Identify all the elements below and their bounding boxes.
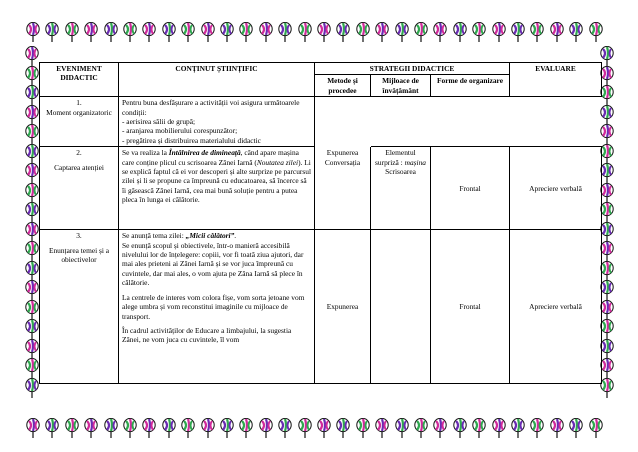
balloon-icon — [472, 418, 486, 439]
balloon-icon — [600, 339, 614, 360]
content-line: - aerisirea sălii de grupă; — [122, 117, 196, 127]
balloon-icon — [25, 261, 39, 282]
balloon-icon — [181, 418, 195, 439]
balloon-icon — [25, 144, 39, 165]
balloon-icon — [336, 418, 350, 439]
header-forme: Forme de organizare — [431, 75, 510, 97]
forme-cell: Frontal — [431, 230, 510, 384]
event-name: Captarea atenției — [54, 162, 104, 172]
balloon-icon — [600, 280, 614, 301]
balloon-icon — [278, 22, 292, 43]
event-number: 3. — [76, 231, 82, 241]
balloon-icon — [25, 300, 39, 321]
balloon-icon — [433, 22, 447, 43]
balloon-icon — [453, 22, 467, 43]
evaluare-cell: Apreciere verbală — [510, 230, 602, 384]
event-cell — [40, 97, 119, 147]
balloon-icon — [239, 418, 253, 439]
balloon-icon — [317, 22, 331, 43]
balloon-icon — [298, 418, 312, 439]
balloon-icon — [201, 418, 215, 439]
forme-cell: Frontal — [431, 147, 510, 230]
metode-cell: Expunerea Conversația — [315, 147, 371, 230]
balloon-icon — [25, 46, 39, 67]
balloon-icon — [84, 418, 98, 439]
balloon-icon — [65, 22, 79, 43]
balloon-icon — [25, 85, 39, 106]
balloon-icon — [25, 66, 39, 87]
balloon-icon — [492, 22, 506, 43]
balloon-icon — [569, 22, 583, 43]
balloon-icon — [25, 358, 39, 379]
balloon-icon — [162, 418, 176, 439]
balloon-icon — [25, 319, 39, 340]
balloon-icon — [600, 300, 614, 321]
balloon-icon — [511, 22, 525, 43]
mijloace-cell — [371, 230, 431, 384]
balloon-icon — [600, 105, 614, 126]
balloon-icon — [530, 418, 544, 439]
balloon-icon — [550, 418, 564, 439]
balloon-icon — [600, 163, 614, 184]
balloon-icon — [600, 222, 614, 243]
balloon-icon — [201, 22, 215, 43]
balloon-icon — [600, 85, 614, 106]
table-row — [40, 97, 602, 147]
content-line: Pentru buna desfășurare a activității voi asigura următoarele condiții: — [122, 98, 300, 117]
balloon-icon — [600, 124, 614, 145]
balloon-icon — [589, 22, 603, 43]
event-number: 1. — [76, 98, 82, 108]
balloon-icon — [239, 22, 253, 43]
content-line: - pregătirea și distribuirea materialului didactic — [122, 135, 261, 145]
balloon-icon — [25, 378, 39, 399]
balloon-icon — [25, 222, 39, 243]
balloon-icon — [123, 418, 137, 439]
balloon-icon — [600, 358, 614, 379]
balloon-icon — [25, 339, 39, 360]
header-strategii: STRATEGII DIDACTICE — [315, 63, 510, 75]
balloon-icon — [298, 22, 312, 43]
balloon-icon — [395, 22, 409, 43]
balloon-icon — [395, 418, 409, 439]
balloon-icon — [356, 418, 370, 439]
content-cell: Se va realiza la Întâlnirea de dimineață, când apare mașina care conține plicul cu scrisoarea Zânei Iarnă (Noutatea zilei). Li se explică faptul că ei vor descoperi și alte surprize pe parcursul zilei și li se propune ca împreună cu educatoarea, să încerce să îi găsească Zânei Iarnă, cea mai bună soluție pentru a putea pleca în lunga ei călătorie. — [119, 147, 315, 230]
balloon-icon — [181, 22, 195, 43]
balloon-icon — [25, 202, 39, 223]
emphasis-text: Întâlnirea de dimineață — [168, 148, 241, 158]
balloon-icon — [123, 22, 137, 43]
header-continut: CONȚINUT ȘTIINȚIFIC — [119, 63, 315, 97]
balloon-icon — [600, 183, 614, 204]
balloon-icon — [26, 418, 40, 439]
balloon-icon — [569, 418, 583, 439]
balloon-icon — [600, 202, 614, 223]
balloon-icon — [530, 22, 544, 43]
event-cell — [40, 230, 119, 384]
content-line: - aranjarea mobilierului corespunzător; — [122, 126, 238, 136]
balloon-icon — [104, 22, 118, 43]
balloon-icon — [600, 378, 614, 399]
balloon-icon — [589, 418, 603, 439]
balloon-icon — [511, 418, 525, 439]
balloon-icon — [336, 22, 350, 43]
balloon-icon — [278, 418, 292, 439]
header-mijloace: Mijloace de învățământ — [371, 75, 431, 97]
balloon-icon — [600, 144, 614, 165]
balloon-icon — [414, 22, 428, 43]
balloon-icon — [25, 241, 39, 262]
balloon-icon — [26, 22, 40, 43]
balloon-icon — [600, 241, 614, 262]
balloon-icon — [25, 124, 39, 145]
balloon-icon — [317, 418, 331, 439]
balloon-icon — [25, 163, 39, 184]
event-number: 2. — [76, 148, 82, 158]
event-name: Moment organizatoric — [46, 107, 112, 117]
balloon-icon — [414, 418, 428, 439]
balloon-icon — [104, 418, 118, 439]
balloon-icon — [65, 418, 79, 439]
table-row — [40, 230, 602, 384]
balloon-icon — [600, 66, 614, 87]
balloon-icon — [25, 280, 39, 301]
balloon-icon — [25, 183, 39, 204]
balloon-icon — [45, 418, 59, 439]
header-evaluare: EVALUARE — [510, 63, 602, 97]
event-cell — [40, 147, 119, 230]
balloon-icon — [375, 418, 389, 439]
balloon-icon — [84, 22, 98, 43]
balloon-icon — [600, 319, 614, 340]
header-eveniment: EVENIMENT DIDACTIC — [40, 63, 119, 97]
balloon-icon — [375, 22, 389, 43]
theme-title: „Micii călători” — [185, 231, 235, 241]
lesson-plan-table — [39, 62, 602, 384]
mijloace-cell: Elementul surpriză : mașina Scrisoarea — [371, 147, 431, 230]
evaluare-cell: Apreciere verbală — [510, 147, 602, 230]
balloon-icon — [259, 22, 273, 43]
balloon-icon — [433, 418, 447, 439]
content-cell: Se anunță tema zilei: „Micii călători”. Se enunță scopul și obiectivele, într-o manieră accesibilă nivelului lor de înțelegere: copiii, vor fi toată ziua ajutori, dar mai ales prieteni ai Zânei Iarnă și se vor juca împreună cu cuvintele, dar mai ales, o vom ajuta pe Zâna Iarnă să plece în călătorie. La centrele de interes vom colora fișe, vom sorta jetoane vom alege umbra și vom reconstitui imaginile cu mijloace de transport. În cadrul activităților de Educare a limbajului, la sugestia Zânei, ne vom juca cu cuvintele, îl vom — [119, 230, 315, 384]
balloon-icon — [162, 22, 176, 43]
header-row-1 — [40, 63, 602, 75]
balloon-icon — [492, 418, 506, 439]
balloon-icon — [220, 22, 234, 43]
metode-cell: Expunerea — [315, 230, 371, 384]
balloon-icon — [259, 418, 273, 439]
balloon-icon — [453, 418, 467, 439]
balloon-icon — [600, 46, 614, 67]
paragraph: În cadrul activităților de Educare a limbajului, la sugestia Zânei, ne vom juca cu cuvintele, îl vom — [122, 325, 292, 345]
header-metode: Metode și procedee — [315, 75, 371, 97]
event-name: Enunțarea temei și a obiectivelor — [48, 245, 110, 265]
content-cell — [119, 97, 315, 147]
balloon-icon — [220, 418, 234, 439]
balloon-icon — [142, 418, 156, 439]
balloon-icon — [142, 22, 156, 43]
balloon-icon — [472, 22, 486, 43]
balloon-icon — [45, 22, 59, 43]
balloon-icon — [600, 261, 614, 282]
balloon-icon — [356, 22, 370, 43]
balloon-icon — [550, 22, 564, 43]
paragraph: La centrele de interes vom colora fișe, vom sorta jetoane vom alege umbra și vom reconstitui imaginile cu mijloace de transport. — [122, 292, 305, 321]
table-row — [40, 147, 602, 230]
balloon-icon — [25, 105, 39, 126]
